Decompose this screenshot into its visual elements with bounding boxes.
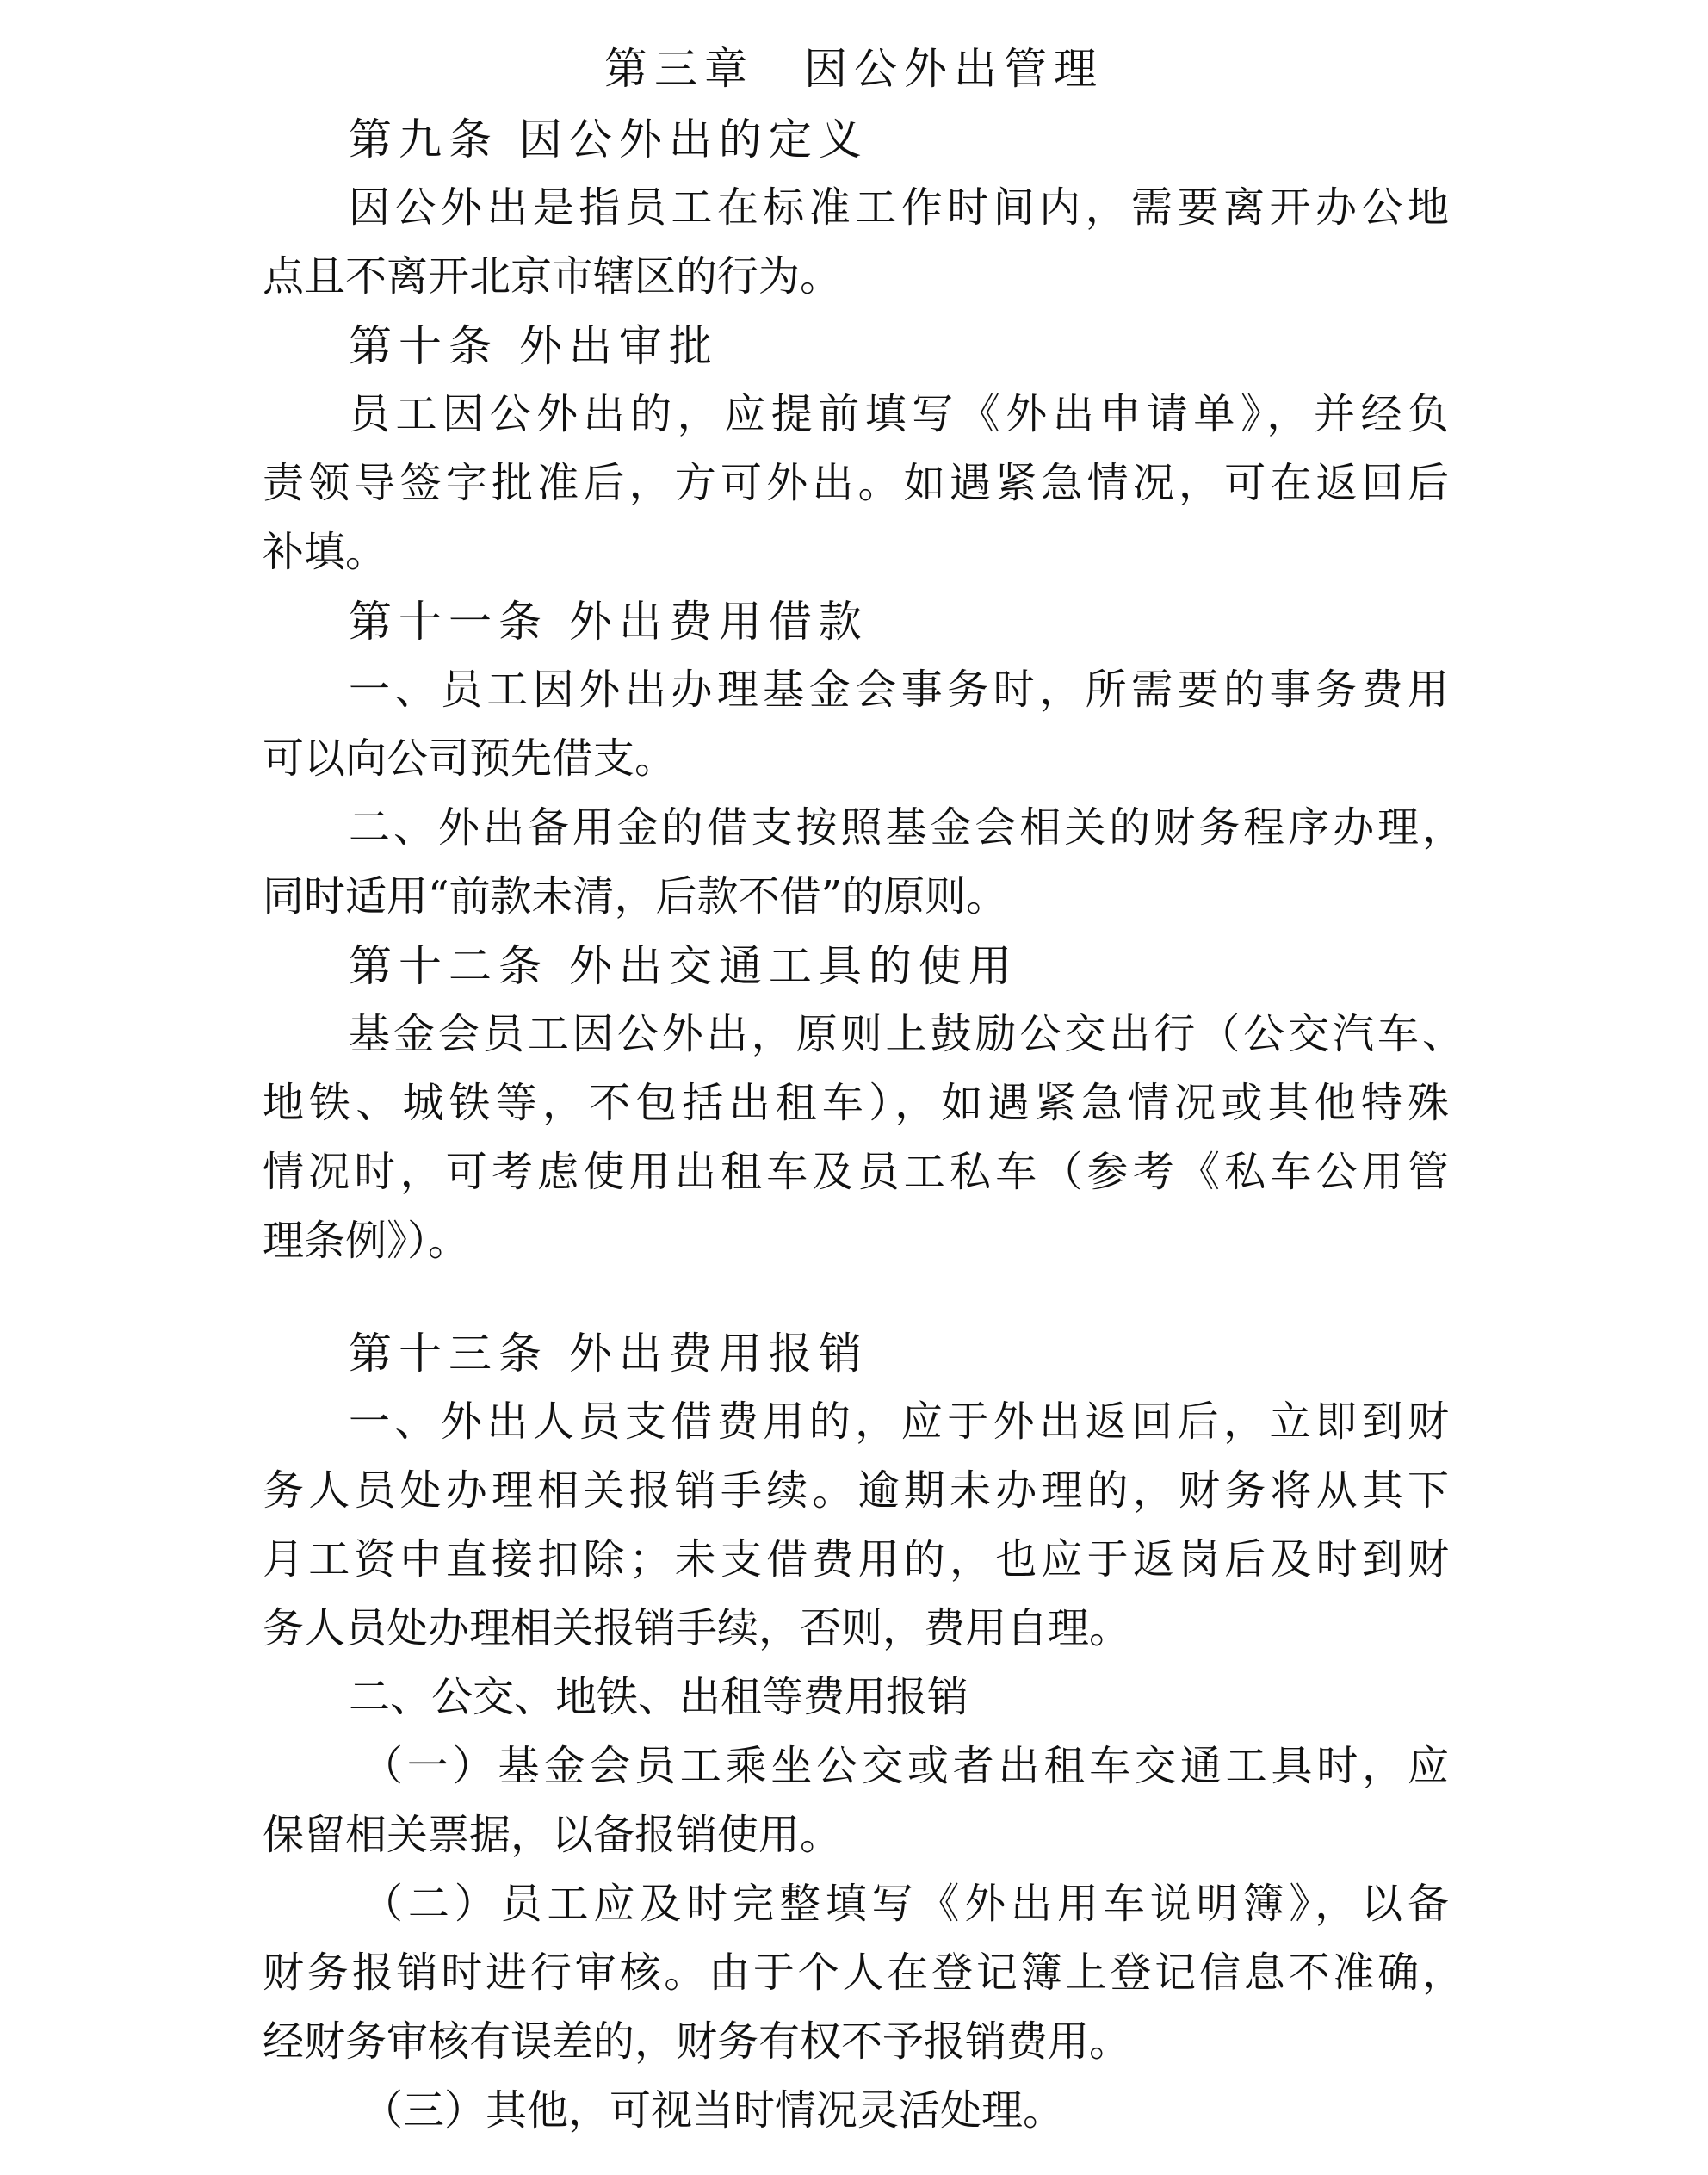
article-heading: 第十条 外出审批	[349, 321, 719, 371]
paragraph-line: 同时适用“前款未清，后款不借”的原则。	[263, 872, 1008, 920]
paragraph-line: 点且不离开北京市辖区的行为。	[263, 252, 842, 301]
paragraph-line: 理条例》）。	[263, 1217, 470, 1265]
paragraph-line: 务人员处办理相关报销手续。逾期未办理的，财务将从其下	[263, 1466, 1449, 1515]
paragraph-line: 财务报销时进行审核。由于个人在登记簿上登记信息不准确，	[263, 1949, 1464, 1997]
paragraph-line: 基金会员工因公外出，原则上鼓励公交出行（公交汽车、	[349, 1010, 1464, 1058]
paragraph-line: 月工资中直接扣除；未支借费用的，也应于返岗后及时到财	[263, 1535, 1449, 1583]
paragraph-line: （一）基金会员工乘坐公交或者出租车交通工具时，应	[362, 1742, 1449, 1790]
article-heading: 第十二条 外出交通工具的使用	[349, 941, 1018, 991]
paragraph-line: 员工因公外出的，应提前填写《外出申请单》，并经负	[349, 390, 1449, 438]
paragraph-line: 经财务审核有误差的，财务有权不予报销费用。	[263, 2017, 1131, 2066]
paragraph-line: 务人员处办理相关报销手续，否则，费用自理。	[263, 1604, 1131, 1652]
article-heading: 第十一条 外出费用借款	[349, 597, 869, 647]
paragraph-line: 因公外出是指员工在标准工作时间内，需要离开办公地	[349, 183, 1449, 232]
paragraph-line: 保留相关票据，以备报销使用。	[263, 1811, 842, 1859]
paragraph-line: 地铁、城铁等，不包括出租车），如遇紧急情况或其他特殊	[263, 1079, 1449, 1127]
page-title: 第三章 因公外出管理	[604, 44, 1104, 94]
paragraph-line: 一、员工因外出办理基金会事务时，所需要的事务费用	[349, 666, 1449, 714]
paragraph-line: （三）其他，可视当时情况灵活处理。	[362, 2086, 1065, 2135]
article-heading: 第九条 因公外出的定义	[349, 115, 869, 164]
paragraph-line: 责领导签字批准后，方可外出。如遇紧急情况，可在返回后	[263, 459, 1449, 507]
paragraph-line: 一、外出人员支借费用的，应于外出返回后，立即到财	[349, 1397, 1449, 1446]
paragraph-line: 补填。	[263, 528, 387, 576]
paragraph-line: 二、外出备用金的借支按照基金会相关的财务程序办理，	[349, 803, 1464, 852]
paragraph-line: （二）员工应及时完整填写《外出用车说明簿》，以备	[362, 1880, 1449, 1928]
paragraph-line: 可以向公司预先借支。	[263, 734, 677, 783]
paragraph-line: 情况时，可考虑使用出租车及员工私车（参考《私车公用管	[263, 1148, 1449, 1196]
paragraph-line: 二、公交、地铁、出租等费用报销	[349, 1673, 969, 1721]
article-heading: 第十三条 外出费用报销	[349, 1329, 869, 1379]
